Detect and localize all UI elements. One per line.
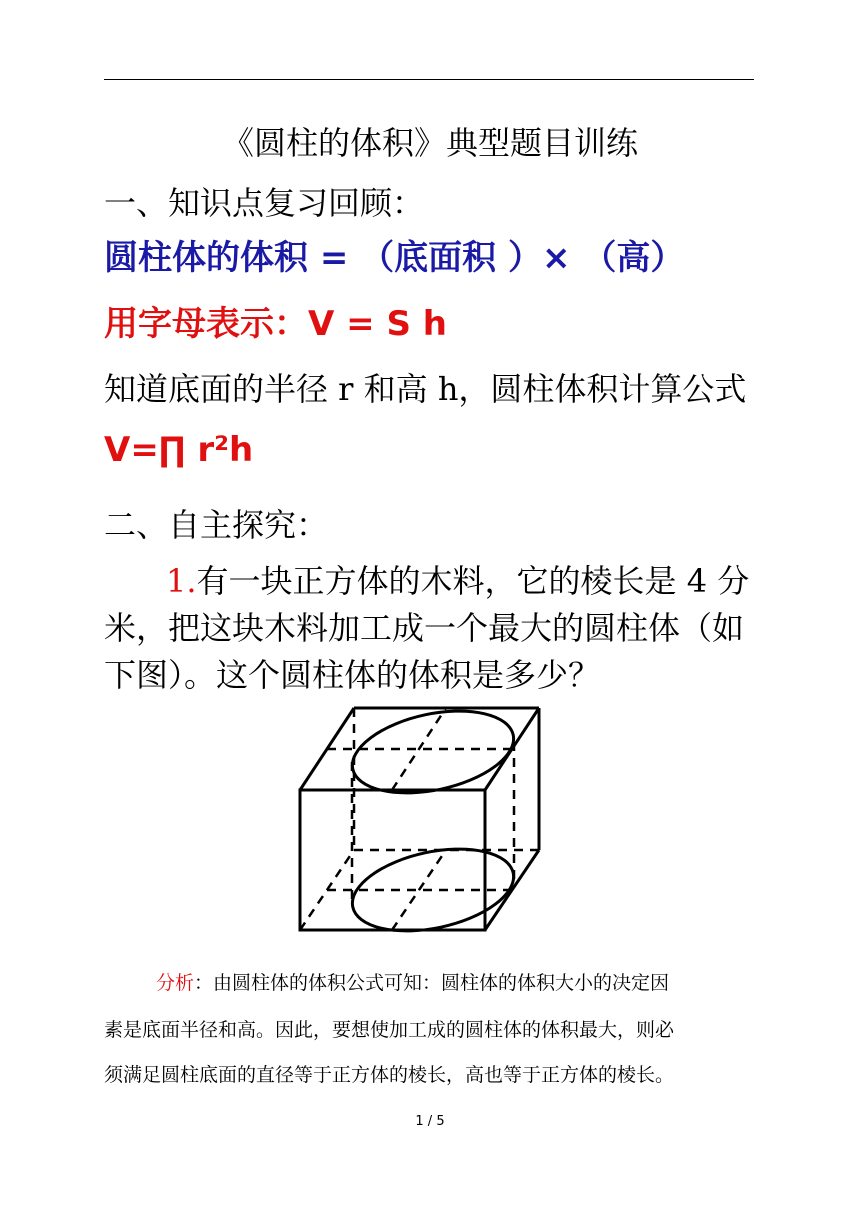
- question-1-line-2: 米，把这块木料加工成一个最大的圆柱体（如: [104, 609, 745, 647]
- analysis-line-3: 须满足圆柱底面的直径等于正方体的棱长，高也等于正方体的棱长。: [104, 1064, 675, 1086]
- section-heading-review: 一、知识点复习回顾：: [104, 184, 425, 222]
- volume-formula-letters: 用字母表示：V = S h: [104, 304, 448, 344]
- analysis-text-1: ：由圆柱体的体积公式可知：圆柱体的体积大小的决定因: [194, 972, 670, 994]
- bottom-ellipse: [345, 836, 521, 940]
- page-title: 《圆柱的体积》典型题目训练: [221, 124, 638, 162]
- header-rule: [104, 79, 754, 80]
- analysis-label: 分析: [156, 972, 195, 994]
- question-1-line-1: [166, 556, 749, 602]
- cube-cylinder-figure: [290, 700, 550, 940]
- question-1-line-3: 下图）。这个圆柱体的体积是多少？: [104, 656, 601, 694]
- page-number: 1 / 5: [415, 1114, 445, 1129]
- volume-formula-pi: V=∏ r²h: [104, 430, 254, 470]
- section-heading-explore: 二、自主探究：: [104, 506, 329, 544]
- cube-front-face: [300, 790, 485, 930]
- volume-formula-words: 圆柱体的体积 = （底面积 ）× （高）: [104, 238, 685, 278]
- analysis-line-2: 素是底面半径和高。因此，要想使加工成的圆柱体的体积最大，则必: [104, 1019, 675, 1041]
- analysis-line-1: [156, 968, 669, 995]
- question-number: 1.: [166, 562, 197, 600]
- question-1-text-1: 有一块正方体的木料，它的棱长是 4 分: [196, 562, 750, 600]
- knowledge-statement: 知道底面的半径 r 和高 h，圆柱体积计算公式: [104, 370, 747, 408]
